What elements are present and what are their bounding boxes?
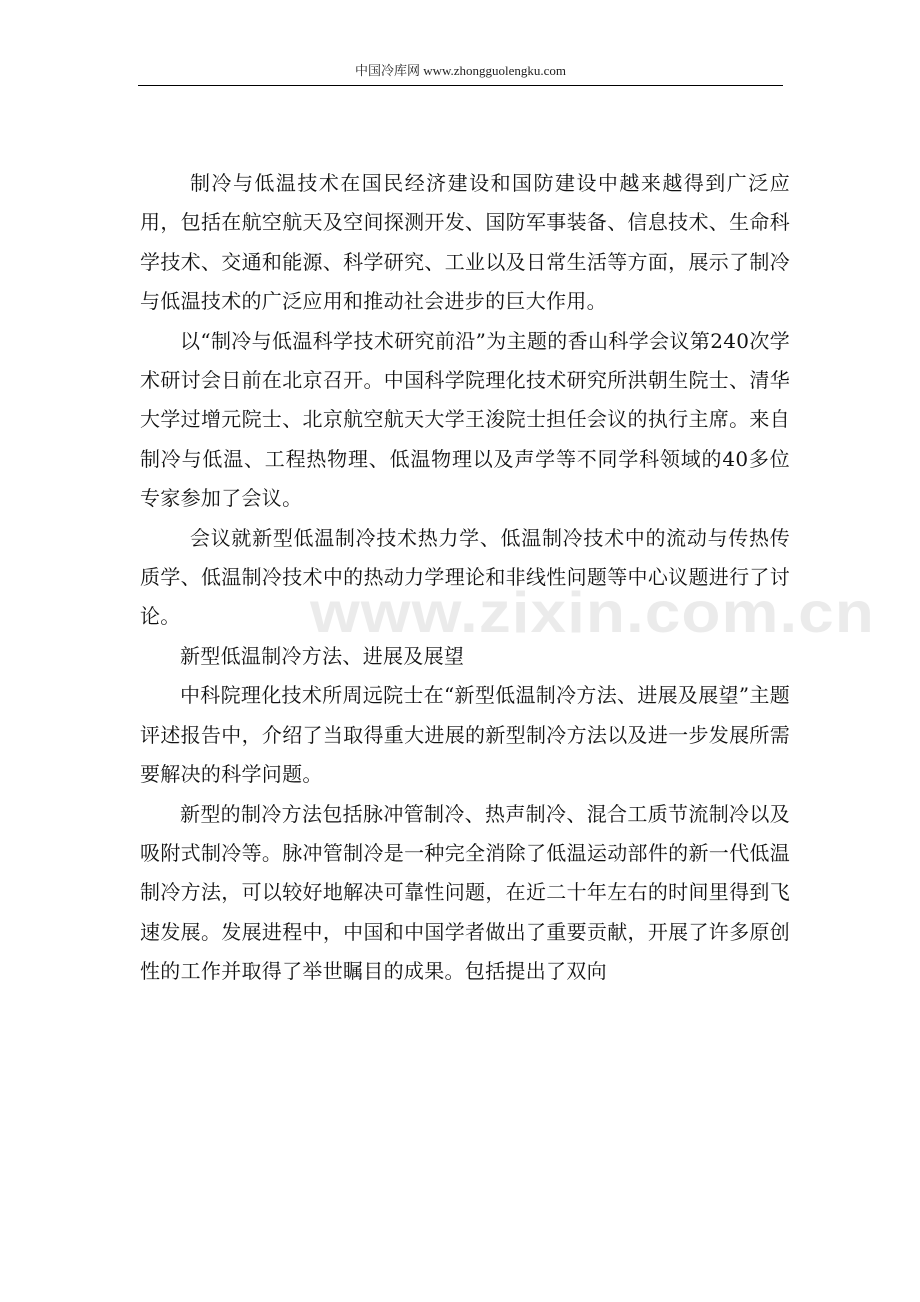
section-heading: 新型低温制冷方法、进展及展望 (180, 643, 465, 668)
paragraph-4: 中科院理化技术所周远院士在“新型低温制冷方法、进展及展望”主题评述报告中，介绍了当取得重大进展的新型制冷方法以及进一步发展所需要解决的科学问题。 (140, 683, 790, 787)
paragraph-2: 以“制冷与低温科学技术研究前沿”为主题的香山科学会议第240次学术研讨会日前在北京召开。中国科学院理化技术研究所洪朝生院士、清华大学过增元院士、北京航空航天大学王浚院士担任会议的执行主席。来自制冷与低温、工程热物理、低温物理以及声学等不同学科领域的40多位专家参加了会议。 (140, 328, 790, 511)
header-divider (138, 85, 783, 86)
paragraph-1: 制冷与低温技术在国民经济建设和国防建设中越来越得到广泛应用，包括在航空航天及空间探测开发、国防军事装备、信息技术、生命科学技术、交通和能源、科学研究、工业以及日常生活等方面，展示了制冷与低温技术的广泛应用和推动社会进步的巨大作用。 (140, 171, 790, 314)
paragraph-5: 新型的制冷方法包括脉冲管制冷、热声制冷、混合工质节流制冷以及吸附式制冷等。脉冲管制冷是一种完全消除了低温运动部件的新一代低温制冷方法，可以较好地解决可靠性问题，在近二十年左右的时间里得到飞速发展。发展进程中，中国和中国学者做出了重要贡献，开展了许多原创性的工作并取得了举世瞩目的成果。包括提出了双向 (140, 801, 790, 984)
document-body (140, 164, 790, 992)
paragraph-3: 会议就新型低温制冷技术热力学、低温制冷技术中的流动与传热传质学、低温制冷技术中的热动力学理论和非线性问题等中心议题进行了讨论。 (140, 525, 790, 629)
page-header: 中国冷库网 www.zhongguolengku.com (354, 63, 567, 78)
watermark: www.zixin.com.cn (310, 579, 875, 645)
